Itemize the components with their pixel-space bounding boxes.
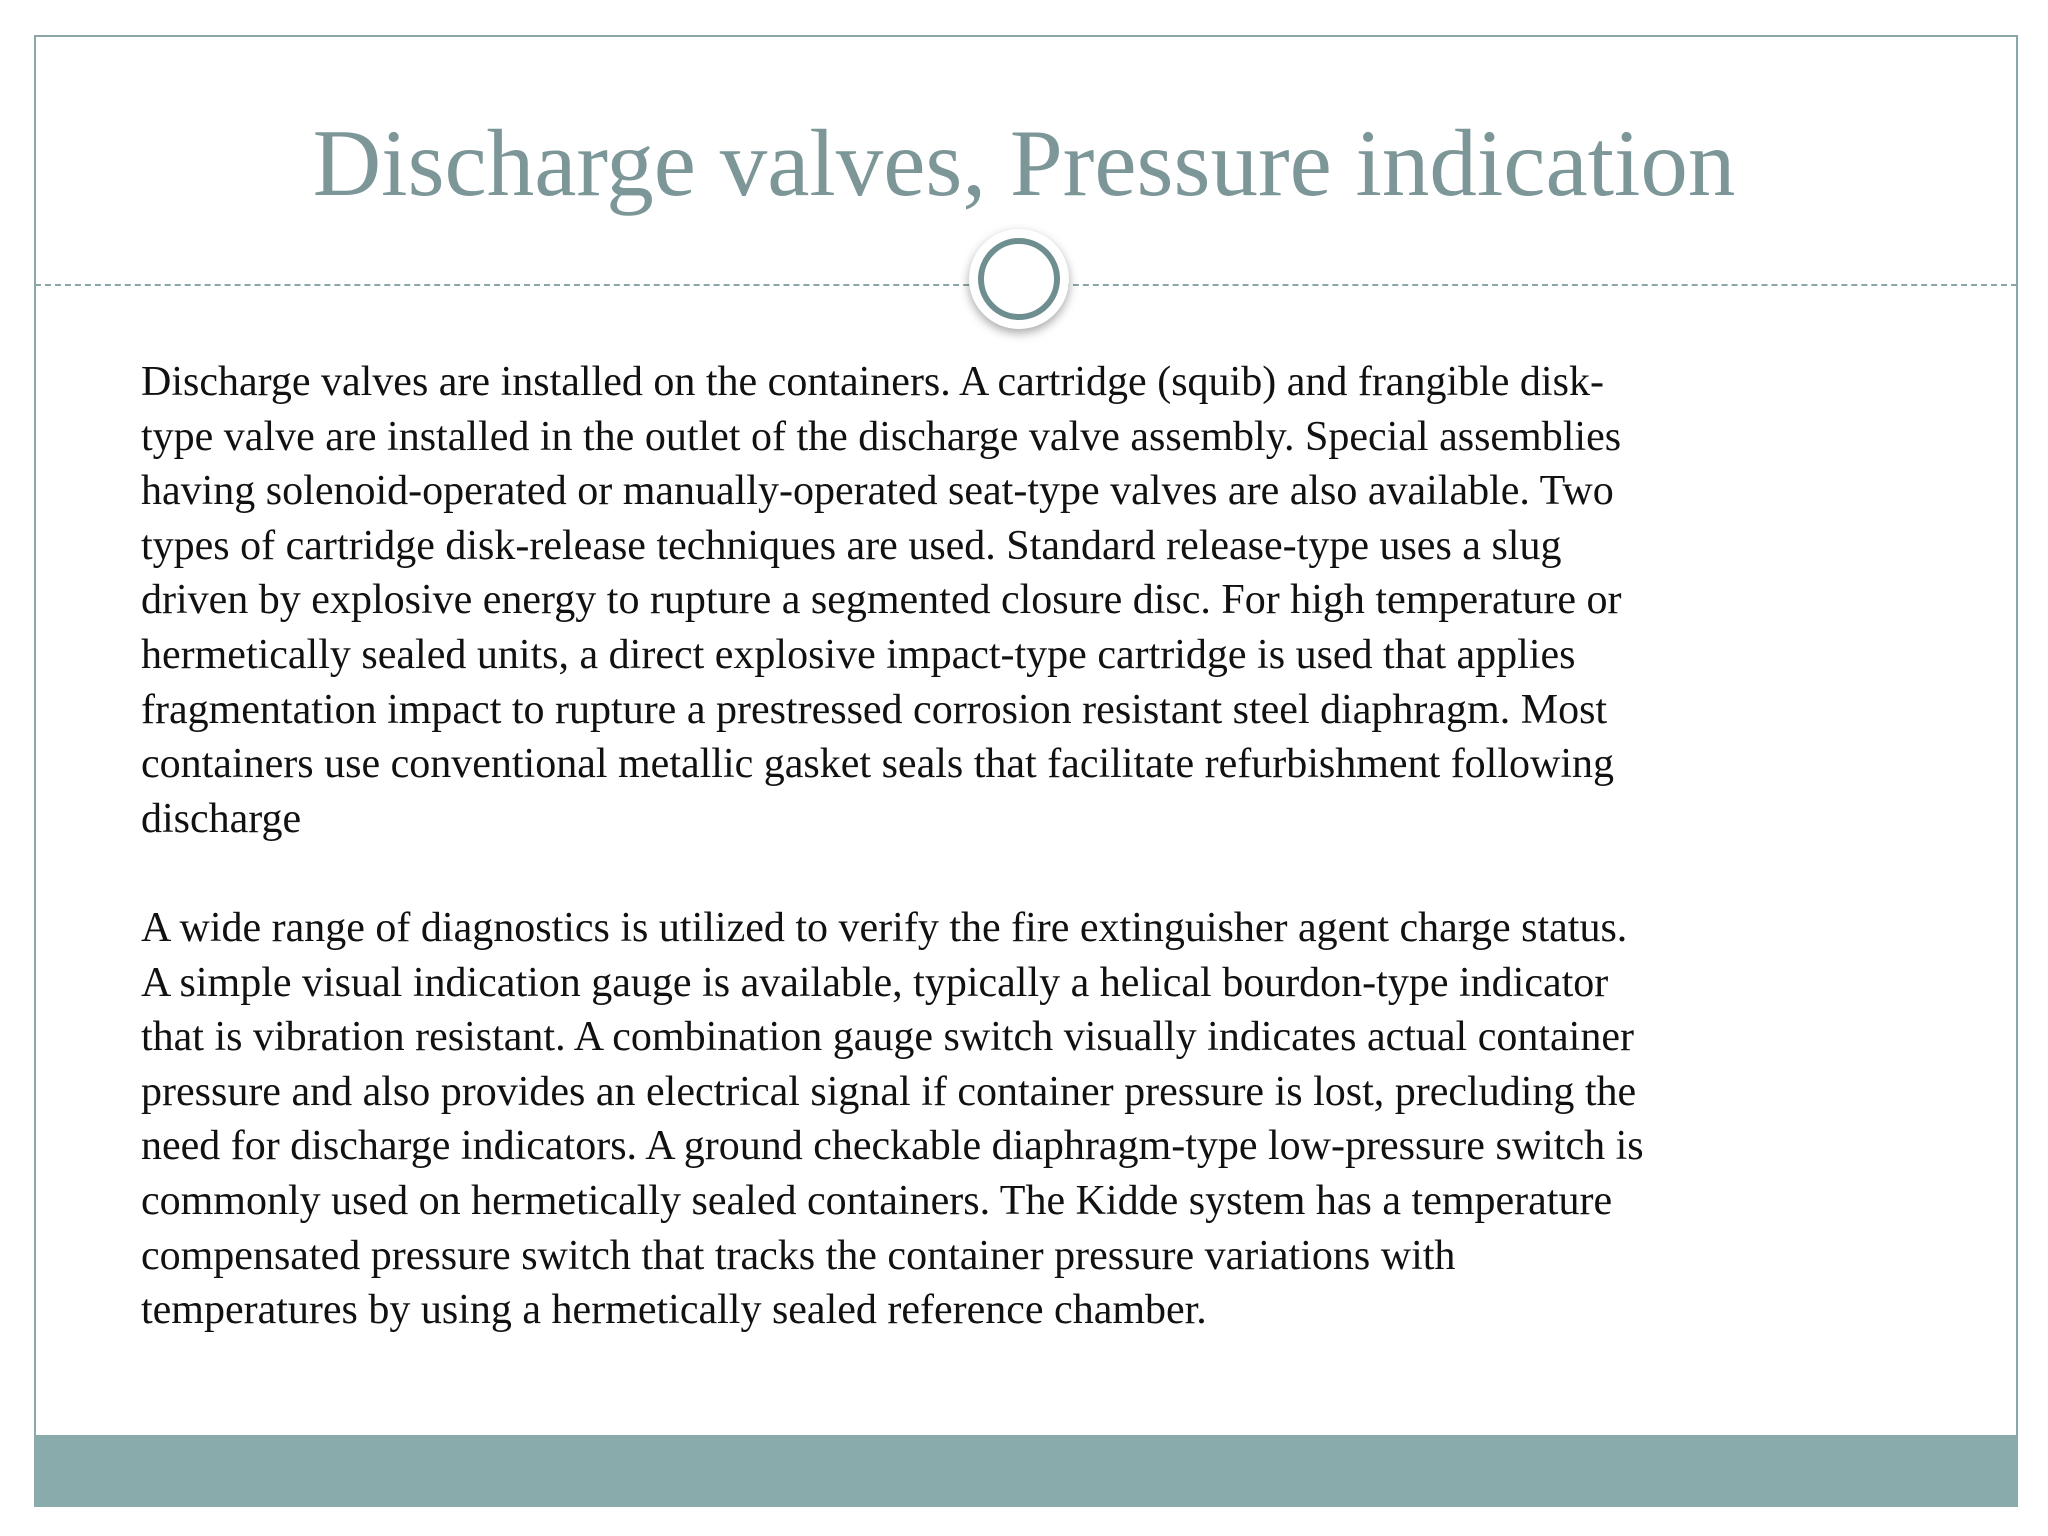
paragraph-pressure-indication: A wide range of diagnostics is utilized to verify the fire extinguisher agent charge status. A simple visual indication gauge is available, typically a helical bourdon-type indicator that is vibration resistant. A combination gauge switch visually indicates actual container pressure and also provides an electrical signal if container pressure is lost, precluding the need for discharge indicators. A ground checkable diaphragm-type low-pressure switch is commonly used on hermetically sealed containers. The Kidde system has a temperature compensated pressure switch that tracks the container pressure variations with temperatures by using a hermetically sealed reference chamber. [141,904,1644,1334]
ring-shape [978,238,1060,320]
slide-body [141,355,1961,1338]
slide-title: Discharge valves, Pressure indication [312,110,1736,216]
paragraph-discharge-valves: Discharge valves are installed on the containers. A cartridge (squib) and frangible disk- type valve are installed in the outlet of the discharge valve assembly. Special assemblies having solenoid-operated or manually-operated seat-type valves are also available. Two types of cartridge disk-release techniques are used. Standard release-type uses a slug driven by explosive energy to rupture a segmented closure disc. For high temperature or hermetically sealed units, a direct explosive impact-type cartridge is used that applies fragmentation impact to rupture a prestressed corrosion resistant steel diaphragm. Most containers use conventional metallic gasket seals that facilitate refurbishment following discharge [141,359,1622,842]
circle-ring-icon [969,229,1069,329]
footer-bar [34,1435,2018,1507]
